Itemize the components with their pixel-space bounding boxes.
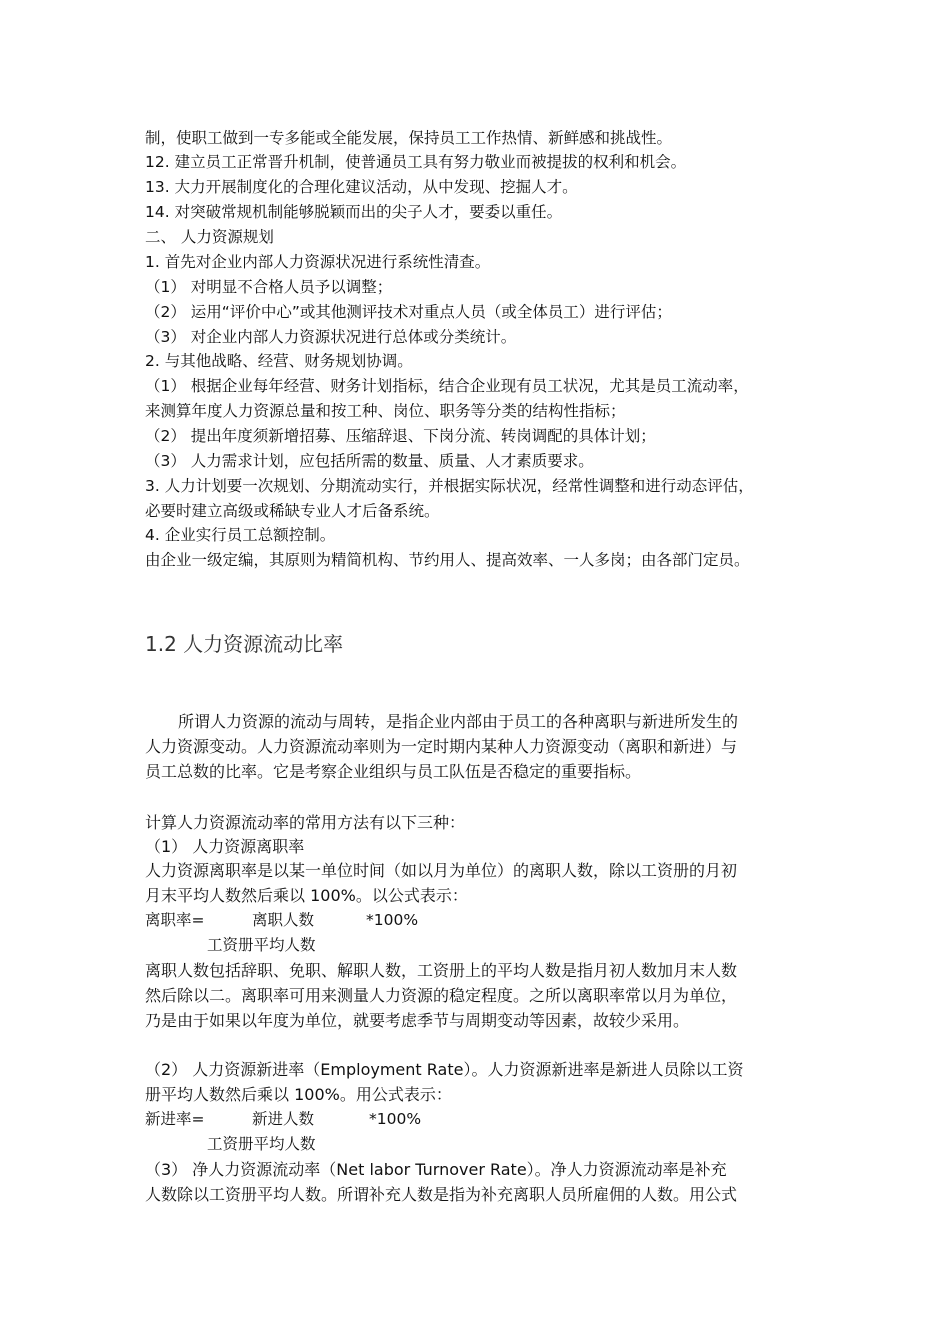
paragraph-line: 离职人数包括辞职、免职、解职人数，工资册上的平均人数是指月初人数加月末人数 (145, 961, 738, 980)
paragraph-line: 册平均人数然后乘以 100%。用公式表示： (145, 1085, 452, 1104)
formula-new-hire-rate (145, 1107, 421, 1131)
formula-denominator: 工资册平均人数 (207, 1135, 316, 1153)
formula-multiplier: *100% (369, 1110, 422, 1128)
section-heading: 1.2 人力资源流动比率 (145, 632, 344, 656)
paragraph-line: 乃是由于如果以年度为单位，就要考虑季节与周期变动等因素，故较少采用。 (145, 1011, 690, 1030)
text-line: （3） 对企业内部人力资源状况进行总体或分类统计。 (145, 328, 517, 346)
text-line: 14. 对突破常规机制能够脱颖而出的尖子人才，要委以重任。 (145, 203, 563, 221)
text-line: 必要时建立高级或稀缺专业人才后备系统。 (145, 502, 440, 520)
text-line: 2. 与其他战略、经营、财务规划协调。 (145, 352, 413, 370)
paragraph-line: 月末平均人数然后乘以 100%。以公式表示： (145, 886, 468, 905)
paragraph-line: 人力资源变动。人力资源流动率则为一定时期内某种人力资源变动（离职和新进）与 (145, 737, 738, 756)
formula-label: 新进率= (145, 1110, 205, 1128)
methods-intro: 计算人力资源流动率的常用方法有以下三种： (145, 813, 466, 832)
text-line: 3. 人力计划要一次规划、分期流动实行，并根据实际状况，经常性调整和进行动态评估， (145, 477, 754, 495)
text-line: （1） 根据企业每年经营、财务计划指标，结合企业现有员工状况，尤其是员工流动率， (145, 377, 749, 395)
text-line: 由企业一级定编，其原则为精简机构、节约用人、提高效率、一人多岗；由各部门定员。 (145, 551, 750, 569)
paragraph-line: （3） 净人力资源流动率（Net labor Turnover Rate）。净人力资源流动率是补充 (145, 1160, 727, 1179)
paragraph-line: （2） 人力资源新进率（Employment Rate）。人力资源新进率是新进人员除以工资 (145, 1060, 744, 1079)
method-1-title: （1） 人力资源离职率 (145, 837, 305, 856)
text-line: （2） 运用“评价中心”或其他测评技术对重点人员（或全体员工）进行评估； (145, 303, 672, 321)
paragraph-line: 员工总数的比率。它是考察企业组织与员工队伍是否稳定的重要指标。 (145, 762, 642, 781)
paragraph-line: 人力资源离职率是以某一单位时间（如以月为单位）的离职人数，除以工资册的月初 (145, 861, 738, 880)
text-line: （3） 人力需求计划，应包括所需的数量、质量、人才素质要求。 (145, 452, 594, 470)
text-line: 1. 首先对企业内部人力资源状况进行系统性清查。 (145, 253, 491, 271)
text-line: 来测算年度人力资源总量和按工种、岗位、职务等分类的结构性指标； (145, 402, 626, 420)
formula-label: 离职率= (145, 911, 205, 929)
text-line: 制，使职工做到一专多能或全能发展，保持员工工作热情、新鲜感和挑战性。 (145, 129, 673, 147)
paragraph-line: 然后除以二。离职率可用来测量人力资源的稳定程度。之所以离职率常以月为单位， (145, 986, 738, 1005)
formula-numerator: 新进人数 (252, 1110, 315, 1128)
paragraph-line: 所谓人力资源的流动与周转，是指企业内部由于员工的各种离职与新进所发生的 (178, 712, 739, 731)
formula-denominator: 工资册平均人数 (207, 936, 316, 954)
text-line: 4. 企业实行员工总额控制。 (145, 526, 336, 544)
text-line: （2） 提出年度须新增招募、压缩辞退、下岗分流、转岗调配的具体计划； (145, 427, 656, 445)
text-line: 12. 建立员工正常晋升机制，使普通员工具有努力敬业而被提拔的权利和机会。 (145, 153, 687, 171)
formula-numerator: 离职人数 (252, 911, 315, 929)
formula-multiplier: *100% (366, 911, 419, 929)
section-title-hr-planning: 二、 人力资源规划 (145, 228, 274, 246)
paragraph-line: 人数除以工资册平均人数。所谓补充人数是指为补充离职人员所雇佣的人数。用公式 (145, 1185, 738, 1204)
formula-separation-rate (145, 908, 418, 932)
text-line: （1） 对明显不合格人员予以调整； (145, 278, 393, 296)
text-line: 13. 大力开展制度化的合理化建议活动，从中发现、挖掘人才。 (145, 178, 578, 196)
